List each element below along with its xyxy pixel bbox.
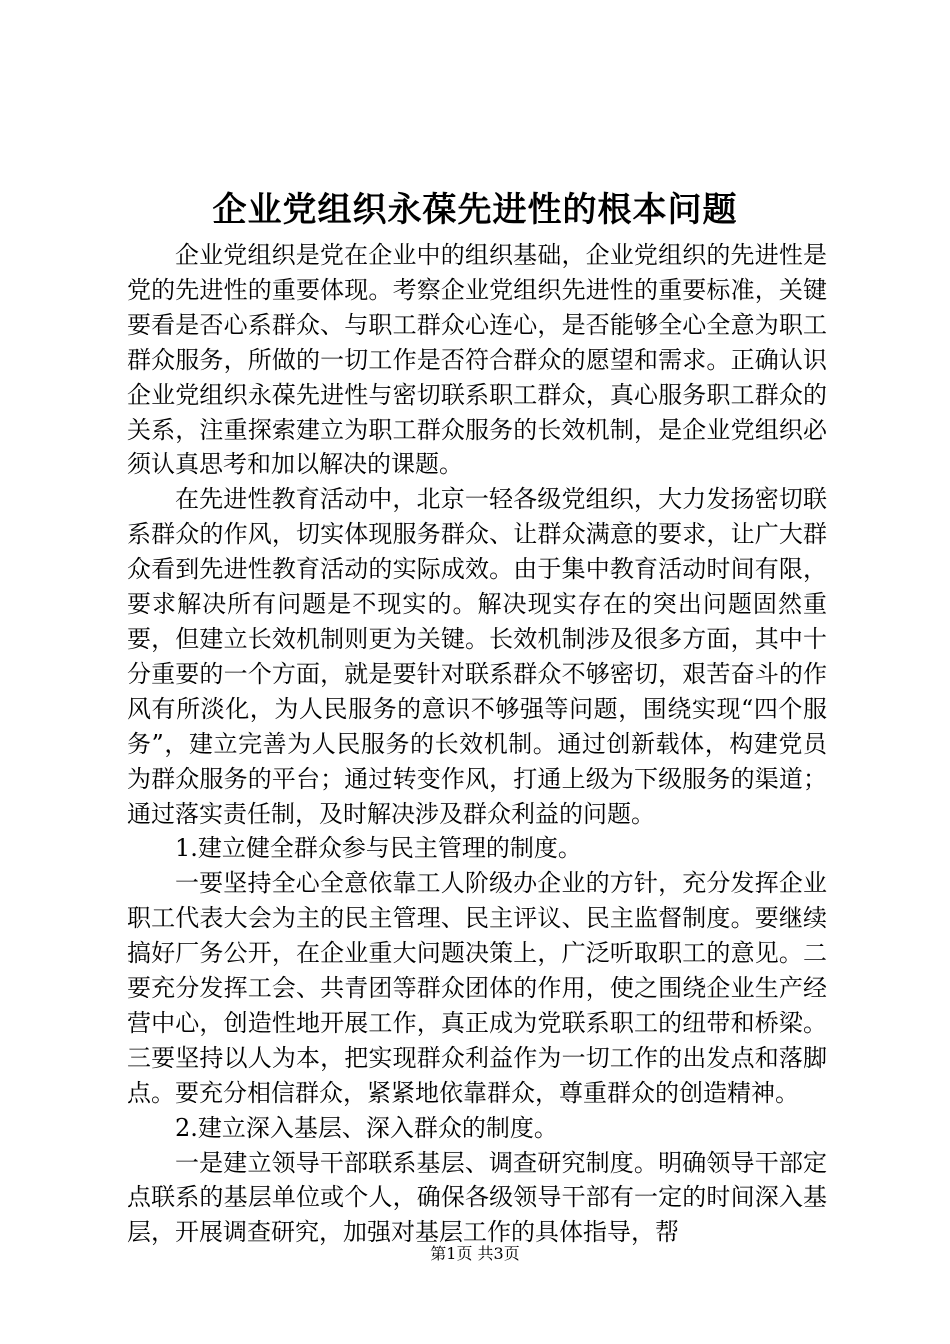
page-footer: 第1页 共3页 (430, 1244, 520, 1263)
section-heading-2: 2.建立深入基层、深入群众的制度。 (175, 1113, 558, 1142)
paragraph-section-2: 一是建立领导干部联系基层、调查研究制度。明确领导干部定点联系的基层单位或个人，确保各级领导干部有一定的时间深入基层，开展调查研究，加强对基层工作的具体指导，帮 (127, 1148, 827, 1247)
section-heading-1: 1.建立健全群众参与民主管理的制度。 (175, 834, 582, 863)
paragraph-intro: 企业党组织是党在企业中的组织基础，企业党组织的先进性是党的先进性的重要体现。考察企业党组织先进性的重要标准，关键要看是否心系群众、与职工群众心连心，是否能够全心全意为职工群众服务，所做的一切工作是否符合群众的愿望和需求。正确认识企业党组织永葆先进性与密切联系职工群众，真心服务职工群众的关系，注重探索建立为职工群众服务的长效机制，是企业党组织必须认真思考和加以解决的课题。 (127, 241, 827, 479)
paragraph-activity: 在先进性教育活动中，北京一轻各级党组织，大力发扬密切联系群众的作风，切实体现服务群众、让群众满意的要求，让广大群众看到先进性教育活动的实际成效。由于集中教育活动时间有限，要求解决所有问题是不现实的。解决现实存在的突出问题固然重要，但建立长效机制则更为关键。长效机制涉及很多方面，其中十分重要的一个方面，就是要针对联系群众不够密切，艰苦奋斗的作风有所淡化，为人民服务的意识不够强等问题，围绕实现“四个服务”，建立完善为人民服务的长效机制。通过创新载体，构建党员为群众服务的平台；通过转变作风，打通上级为下级服务的渠道；通过落实责任制，及时解决涉及群众利益的问题。 (127, 485, 827, 828)
document-title: 企业党组织永葆先进性的根本问题 (212, 190, 738, 230)
paragraph-section-1: 一要坚持全心全意依靠工人阶级办企业的方针，充分发挥企业职工代表大会为主的民主管理、民主评议、民主监督制度。要继续搞好厂务公开，在企业重大问题决策上，广泛听取职工的意见。二要充分发挥工会、共青团等群众团体的作用，使之围绕企业生产经营中心，创造性地开展工作，真正成为党联系职工的纽带和桥梁。三要坚持以人为本，把实现群众利益作为一切工作的出发点和落脚点。要充分相信群众，紧紧地依靠群众，尊重群众的创造精神。 (127, 869, 827, 1107)
document-body (127, 238, 827, 1250)
